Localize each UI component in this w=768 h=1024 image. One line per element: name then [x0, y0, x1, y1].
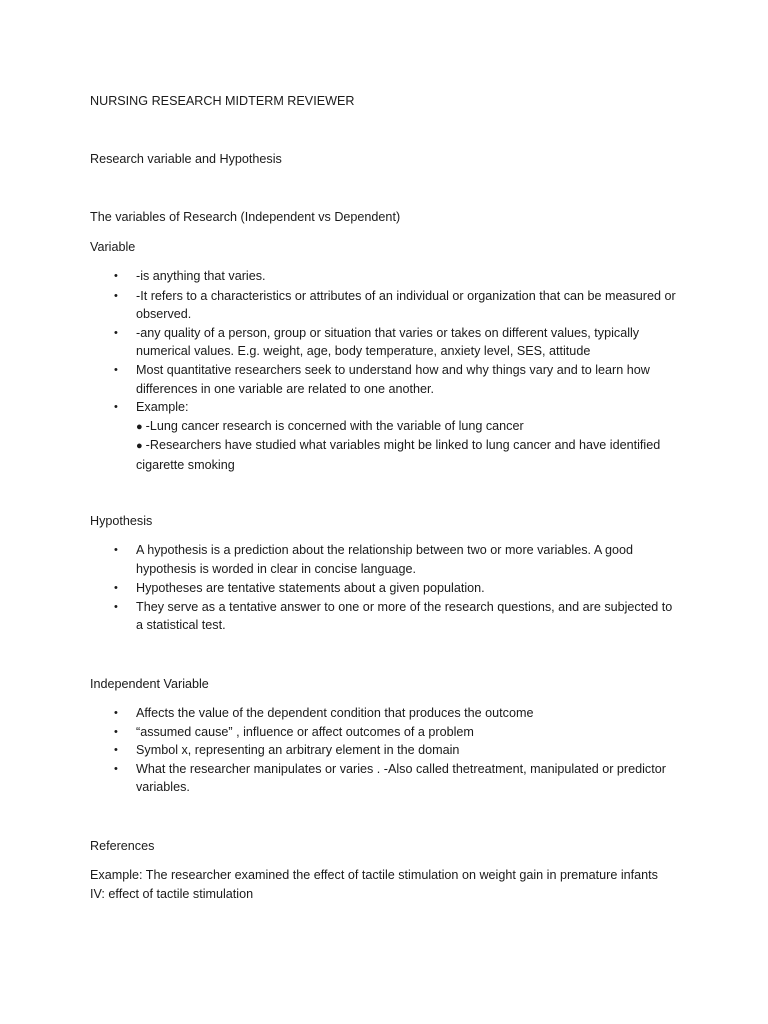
bullet-icon: •	[114, 725, 118, 738]
sub-bullet-icon: ●	[136, 420, 143, 433]
list-item	[90, 541, 680, 578]
bullet-icon: •	[114, 289, 118, 302]
list-item-text: What the researcher manipulates or varies . -Also called thetreatment, manipulated or predictor variables.	[136, 761, 666, 795]
list-item	[90, 598, 680, 635]
list-item	[90, 361, 680, 398]
list-item-text: They serve as a tentative answer to one or more of the research questions, and are subjected to a statistical test.	[136, 599, 673, 633]
variable-heading: Variable	[90, 240, 136, 254]
bullet-icon: •	[114, 762, 118, 775]
sub-list-item-text: -Researchers have studied what variables might be linked to lung cancer and have identified cigarette smoking	[136, 438, 661, 472]
hypothesis-heading: Hypothesis	[90, 514, 153, 528]
sub-list-item	[136, 417, 680, 437]
bullet-icon: •	[114, 326, 118, 339]
list-item-text: -any quality of a person, group or situation that varies or takes on different values, typically numerical values. E.g. weight, age, body temperature, anxiety level, SES, attitude	[136, 325, 640, 359]
list-item-text: A hypothesis is a prediction about the relationship between two or more variables. A good hypothesis is worded in clear in concise language.	[136, 543, 634, 576]
variable-list	[90, 267, 680, 475]
document-subtitle: Research variable and Hypothesis	[90, 152, 282, 166]
list-item	[90, 287, 680, 324]
sub-list-item	[136, 436, 680, 474]
bullet-icon: •	[114, 600, 118, 613]
bullet-icon: •	[114, 744, 118, 757]
list-item-text: Example:	[136, 400, 189, 415]
reference-example: Example: The researcher examined the effect of tactile stimulation on weight gain in premature infants	[90, 868, 658, 882]
list-item	[90, 398, 680, 474]
bullet-icon: •	[114, 401, 118, 414]
independent-variable-list	[90, 704, 680, 797]
list-item	[90, 324, 680, 361]
bullet-icon: •	[114, 270, 118, 282]
list-item-text: -is anything that varies.	[136, 269, 266, 283]
list-item-text: “assumed cause” , influence or affect outcomes of a problem	[136, 724, 474, 739]
list-item-text: -It refers to a characteristics or attributes of an individual or organization that can be measured or observed.	[136, 288, 676, 322]
list-item-text: Hypotheses are tentative statements about a given population.	[136, 581, 485, 596]
hypothesis-list	[90, 541, 680, 635]
list-item	[90, 704, 680, 723]
list-item-text: Symbol x, representing an arbitrary element in the domain	[136, 743, 460, 758]
sub-list-item-text: -Lung cancer research is concerned with the variable of lung cancer	[145, 418, 524, 433]
section-intro: The variables of Research (Independent vs Dependent)	[90, 210, 401, 224]
bullet-icon: •	[114, 707, 118, 719]
bullet-icon: •	[114, 544, 118, 556]
list-item-text: Affects the value of the dependent condition that produces the outcome	[136, 706, 534, 720]
bullet-icon: •	[114, 582, 118, 595]
list-item	[90, 723, 680, 742]
reference-iv: IV: effect of tactile stimulation	[90, 887, 254, 901]
references-heading: References	[90, 839, 155, 853]
list-item	[90, 741, 680, 760]
list-item	[90, 579, 680, 598]
list-item-text: Most quantitative researchers seek to understand how and why things vary and to learn how differences in one variable are related to one another.	[136, 362, 650, 396]
list-item	[90, 760, 680, 797]
document-title: NURSING RESEARCH MIDTERM REVIEWER	[90, 94, 355, 108]
list-item	[90, 267, 680, 286]
sub-bullet-icon: ●	[136, 440, 143, 453]
bullet-icon: •	[114, 363, 118, 376]
independent-variable-heading: Independent Variable	[90, 677, 209, 691]
